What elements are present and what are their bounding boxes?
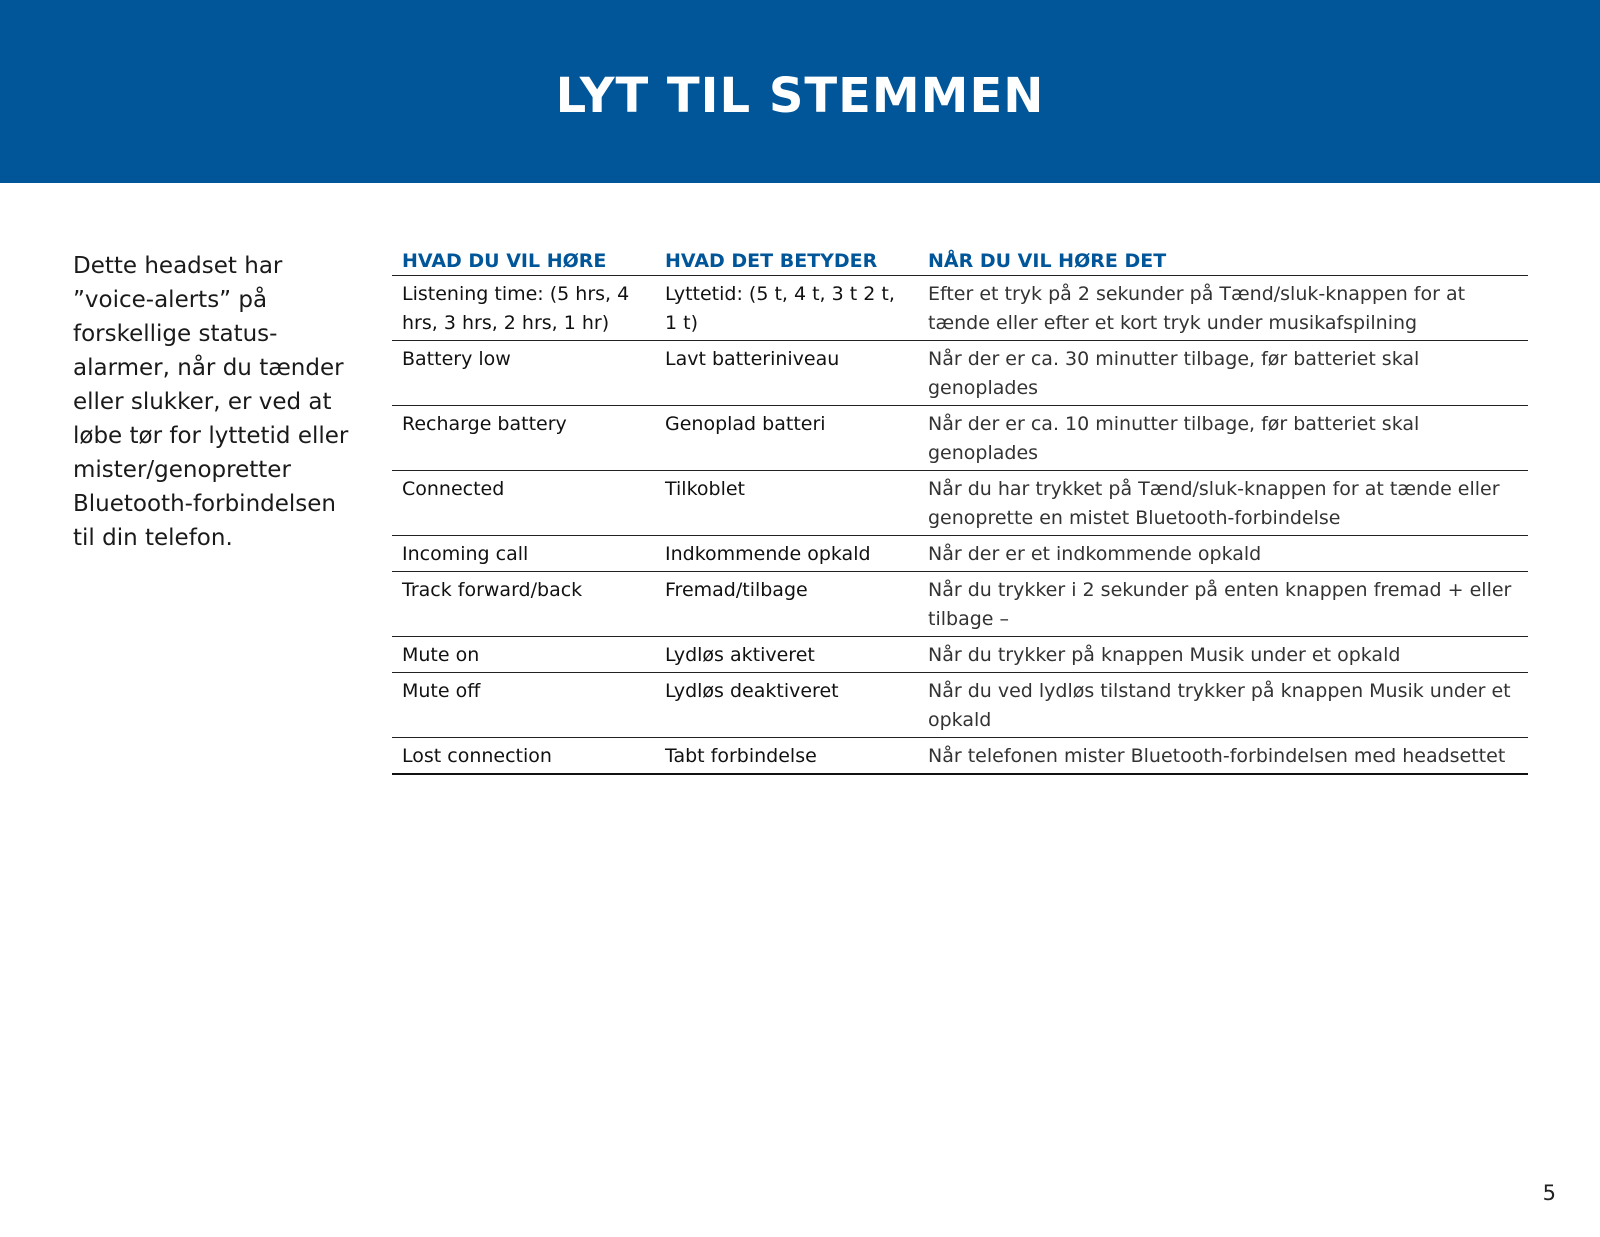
table-row — [392, 572, 1528, 637]
cell-alert: Incoming call — [392, 536, 655, 572]
table-row — [392, 471, 1528, 536]
cell-when: Efter et tryk på 2 sekunder på Tænd/sluk-knappen for at tænde eller efter et kort tryk under musikafspilning — [918, 276, 1528, 341]
cell-when: Når du ved lydløs tilstand trykker på knappen Musik under et opkald — [918, 673, 1528, 738]
table-row — [392, 738, 1528, 775]
voice-alerts-table — [392, 244, 1528, 775]
cell-alert: Track forward/back — [392, 572, 655, 637]
cell-meaning: Tilkoblet — [655, 471, 918, 536]
cell-meaning: Lydløs deaktiveret — [655, 673, 918, 738]
table-row — [392, 673, 1528, 738]
cell-alert: Battery low — [392, 341, 655, 406]
table-row — [392, 406, 1528, 471]
cell-alert: Mute off — [392, 673, 655, 738]
cell-when: Når du trykker på knappen Musik under et opkald — [918, 637, 1528, 673]
cell-meaning: Fremad/tilbage — [655, 572, 918, 637]
column-header-when: NÅR DU VIL HØRE DET — [918, 244, 1528, 276]
cell-meaning: Lydløs aktiveret — [655, 637, 918, 673]
cell-meaning: Genoplad batteri — [655, 406, 918, 471]
cell-alert: Recharge battery — [392, 406, 655, 471]
page-title: LYT TIL STEMMEN — [555, 67, 1045, 124]
cell-when: Når telefonen mister Bluetooth-forbindelsen med headsettet — [918, 738, 1528, 775]
cell-when: Når du har trykket på Tænd/sluk-knappen for at tænde eller genoprette en mistet Bluetooth-forbindelse — [918, 471, 1528, 536]
voice-alerts-table-container — [392, 244, 1528, 775]
table-row — [392, 341, 1528, 406]
cell-when: Når du trykker i 2 sekunder på enten knappen fremad + eller tilbage – — [918, 572, 1528, 637]
cell-alert: Connected — [392, 471, 655, 536]
page-header — [0, 0, 1600, 183]
cell-meaning: Tabt forbindelse — [655, 738, 918, 775]
cell-alert: Listening time: (5 hrs, 4 hrs, 3 hrs, 2 hrs, 1 hr) — [392, 276, 655, 341]
page-number: 5 — [1542, 1181, 1556, 1205]
cell-meaning: Lavt batteriniveau — [655, 341, 918, 406]
cell-alert: Lost connection — [392, 738, 655, 775]
cell-meaning: Indkommende opkald — [655, 536, 918, 572]
column-header-what-you-hear: HVAD DU VIL HØRE — [392, 244, 655, 276]
table-row — [392, 536, 1528, 572]
table-row — [392, 637, 1528, 673]
table-header-row — [392, 244, 1528, 276]
intro-text: Dette headset har ”voice-alerts” på forskellige status-alarmer, når du tænder eller slukker, er ved at løbe tør for lyttetid eller mister/genopretter Bluetooth-forbindelsen til din telefon. — [73, 253, 349, 551]
cell-meaning: Lyttetid: (5 t, 4 t, 3 t 2 t, 1 t) — [655, 276, 918, 341]
table-row — [392, 276, 1528, 341]
cell-when: Når der er ca. 30 minutter tilbage, før batteriet skal genoplades — [918, 341, 1528, 406]
cell-alert: Mute on — [392, 637, 655, 673]
cell-when: Når der er et indkommende opkald — [918, 536, 1528, 572]
cell-when: Når der er ca. 10 minutter tilbage, før batteriet skal genoplades — [918, 406, 1528, 471]
column-header-meaning: HVAD DET BETYDER — [655, 244, 918, 276]
